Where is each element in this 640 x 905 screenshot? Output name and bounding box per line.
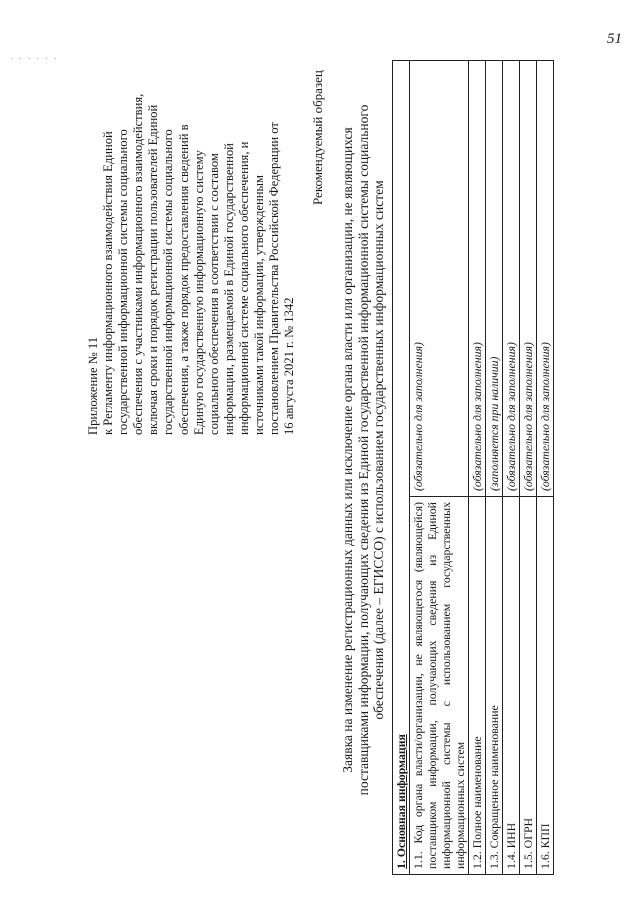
page-number: 51 (607, 31, 622, 47)
scan-margin-mark: · · · · · · (10, 54, 59, 64)
field-label: 1.2. Полное наименование (469, 497, 486, 875)
appendix-line: Единую государственную информационную систему (191, 150, 206, 435)
field-label: 1.6. КПП (537, 497, 554, 875)
table-row (393, 61, 410, 875)
appendix-line: обеспечения с участниками информационного взаимодействия, (131, 93, 146, 435)
section-title: 1. Основная информация (393, 61, 410, 875)
table-row (503, 61, 520, 875)
field-input-hint[interactable]: (заполняется при наличии) (486, 61, 503, 497)
field-input-hint[interactable]: (обязательно для заполнения) (469, 61, 486, 497)
appendix-line: обеспечения, а также порядок предоставления сведений в (176, 124, 191, 435)
table-row (469, 61, 486, 875)
field-label: 1.4. ИНН (503, 497, 520, 875)
field-label: 1.1. Код органа власти/организации, не являющегося (являющейся) поставщиком информации, получающих сведения из Единой информационной системы с использованием государственных информационных систем (410, 497, 469, 875)
appendix-line: информационной системе социального обеспечения, и (236, 141, 251, 435)
title-line: обеспечения (далее – ЕГИССО) с использованием государственных информационных систем (371, 180, 386, 720)
table-row (486, 61, 503, 875)
appendix-line: включая сроки и порядок регистрации пользователей Единой (146, 104, 161, 435)
appendix-header (86, 5, 297, 435)
appendix-line: постановлением Правительства Российской Федерации от (267, 122, 282, 435)
appendix-line: 16 августа 2021 г. № 1342 (282, 297, 297, 435)
field-input-hint[interactable]: (обязательно для заполнения) (520, 61, 537, 497)
appendix-line: государственной информационной системы социального (116, 129, 131, 435)
document-title (340, 5, 387, 895)
appendix-line: к Регламенту информационного взаимодействия Единой (101, 131, 116, 435)
field-label: 1.3. Сокращенное наименование (486, 497, 503, 875)
table-row (520, 61, 537, 875)
field-label: 1.5. ОГРН (520, 497, 537, 875)
appendix-line: информации, размещаемой в Единой государственной (221, 143, 236, 435)
field-input-hint[interactable]: (обязательно для заполнения) (503, 61, 520, 497)
table-row (537, 61, 554, 875)
table-row (410, 61, 469, 875)
title-line: Заявка на изменение регистрационных данных или исключение органа власти или организации, не являющихся (340, 127, 355, 773)
appendix-line: социального обеспечения в соответствии с составом (206, 153, 221, 435)
appendix-line: государственной информационной системы социального (161, 129, 176, 435)
recommended-sample-label: Рекомендуемый образец (310, 70, 325, 205)
appendix-line: Приложение № 11 (86, 336, 100, 435)
title-line: поставщиками информации, получающих сведения из Единой государственной информационной системы социального (355, 104, 371, 796)
registration-form-table (392, 60, 554, 875)
field-input-hint[interactable]: (обязательно для заполнения) (537, 61, 554, 497)
field-input-hint[interactable]: (обязательно для заполнения) (410, 61, 469, 497)
appendix-line: источниками такой информации, утвержденным (252, 175, 267, 435)
